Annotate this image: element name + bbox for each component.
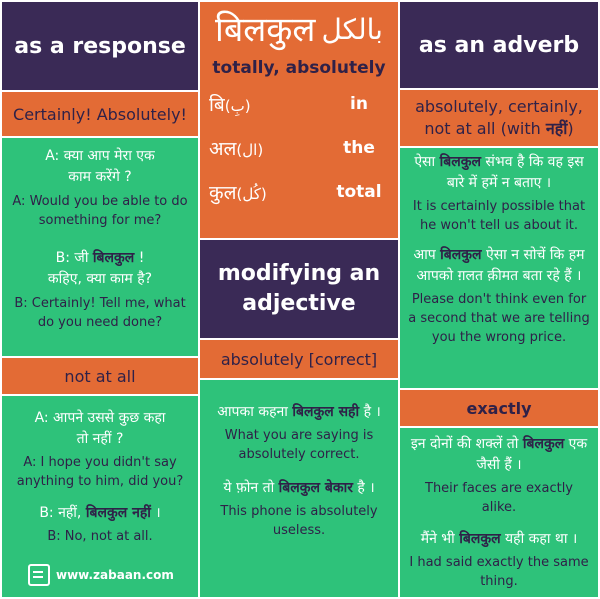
left-ex3-hi-line1: A: आपने उससे कुछ कहा <box>34 410 166 426</box>
right-ex4-hi: मैंने भी बिलकुल यही कहा था । <box>420 531 578 547</box>
title-box <box>200 2 398 238</box>
middle-examples <box>200 380 398 597</box>
breakdown-3-en: total <box>336 182 382 202</box>
right-ex3-en: Their faces are exactly alike. <box>425 481 573 515</box>
middle-ex2-hi-bold: बिलकुल बेकार <box>278 480 353 496</box>
left-ex1-hi-line2: काम करेंगे ? <box>68 169 132 185</box>
left-heading-box <box>2 2 198 90</box>
breakdown-3-hi: कुल(کُل) <box>209 182 267 204</box>
middle-ex1-hi: आपका कहना बिलकुल सही है । <box>217 404 381 420</box>
right-ex2-hi-bold: बिलकुल <box>440 247 482 263</box>
left-ex2-hi-line1 <box>8 248 192 269</box>
right-ex1-hi-bold: बिलकुल <box>439 154 481 170</box>
right-ex3-hi: इन दोनों की शक्लें तो बिलकुल एक जैसी हैं । <box>410 436 588 473</box>
right-ex2-en: Please don't think even for a second that we are telling you the wrong price. <box>408 292 590 345</box>
title-urdu: بالکل <box>321 13 383 46</box>
breakdown-row-2 <box>209 126 389 170</box>
left-ex3 <box>8 408 192 491</box>
left-ex1-hi-line1: A: क्या आप मेरा एक <box>45 148 155 164</box>
right-heading-box <box>400 2 598 88</box>
right-sub1: absolutely, certainly, not at all (with नहीं) <box>415 97 583 138</box>
breakdown-1-hi: बि(بِ) <box>209 94 251 116</box>
breakdown-row-3 <box>209 170 389 214</box>
left-heading: as a response <box>14 33 186 59</box>
middle-sub-box <box>200 340 398 378</box>
middle-heading-box <box>200 240 398 338</box>
right-sub2-box <box>400 390 598 426</box>
breakdown-2-en: the <box>343 138 375 158</box>
left-sub1: Certainly! Absolutely! <box>13 104 187 124</box>
middle-ex1-en: What you are saying is absolutely correct. <box>224 428 374 462</box>
right-ex3-hi-bold: बिलकुल <box>522 436 565 452</box>
left-ex2-hi-bold: बिलकुल <box>92 250 135 266</box>
middle-ex1-hi-bold: बिलकुल सही <box>292 404 360 420</box>
middle-ex1 <box>208 402 390 464</box>
right-ex1-en: It is certainly possible that he won't tell us about it. <box>412 199 586 233</box>
middle-ex2-en: This phone is absolutely useless. <box>220 504 378 538</box>
right-heading: as an adverb <box>418 32 580 58</box>
title-hindi: बिलकुल <box>215 10 316 50</box>
right-ex4 <box>406 529 592 591</box>
right-sub1-box <box>400 90 598 146</box>
left-ex1-en: A: Would you be able to do something for me? <box>12 194 188 228</box>
middle-sub: absolutely [correct] <box>220 349 378 369</box>
left-ex4-hi-post: । <box>150 505 161 521</box>
right-ex2-hi: आप बिलकुल ऐसा न सोचें कि हम आपको ग़लत क़ीमत बता रहे हैं । <box>413 247 585 284</box>
left-ex4 <box>39 503 160 546</box>
right-sub1-bold: नहीं <box>545 119 568 138</box>
left-ex2 <box>8 248 192 332</box>
site-url: www.zabaan.com <box>56 568 174 582</box>
left-ex4-hi-bold: बिलकुल नहीं <box>85 505 151 521</box>
left-ex2-hi-pre: B: जी <box>55 250 93 266</box>
right-sub2: exactly <box>466 398 532 418</box>
right-ex1-hi: ऐसा बिलकुल संभव है कि वह इस बारे में हमें न बताए । <box>414 154 584 191</box>
right-ex4-en: I had said exactly the same thing. <box>409 555 589 589</box>
right-ex3 <box>406 434 592 517</box>
site-logo[interactable] <box>28 564 174 586</box>
left-ex4-hi-pre: B: नहीं, <box>39 505 86 521</box>
right-ex2 <box>406 245 592 347</box>
chat-bubble-icon <box>28 564 50 586</box>
left-sub2-box <box>2 358 198 394</box>
right-examples-1 <box>400 148 598 388</box>
middle-ex2 <box>208 478 390 540</box>
right-ex4-hi-bold: बिलकुल <box>459 531 501 547</box>
title-meaning: totally, absolutely <box>212 58 386 78</box>
left-ex2-hi-line2: कहिए, क्या काम है? <box>47 271 153 287</box>
breakdown-2-hi: अल(ال) <box>209 138 264 160</box>
left-ex3-en: A: I hope you didn't say anything to him, did you? <box>16 455 184 489</box>
left-examples-1 <box>2 138 198 356</box>
right-examples-2 <box>400 428 598 597</box>
middle-heading: modifying an adjective <box>217 261 381 316</box>
left-ex1 <box>8 146 192 230</box>
right-ex1 <box>406 152 592 235</box>
breakdown-row-1 <box>209 82 389 126</box>
breakdown-1-en: in <box>350 94 368 114</box>
middle-ex2-hi: ये फ़ोन तो बिलकुल बेकार है । <box>223 480 375 496</box>
left-ex4-en: B: No, not at all. <box>47 529 153 544</box>
title-word <box>215 8 383 52</box>
left-sub1-box <box>2 92 198 136</box>
left-ex2-hi-post: ! <box>134 250 145 266</box>
left-ex2-en: B: Certainly! Tell me, what do you need done? <box>14 296 186 330</box>
left-ex3-hi-line2: तो नहीं ? <box>76 431 124 447</box>
left-ex4-hi <box>39 503 160 524</box>
left-sub2: not at all <box>64 366 136 386</box>
